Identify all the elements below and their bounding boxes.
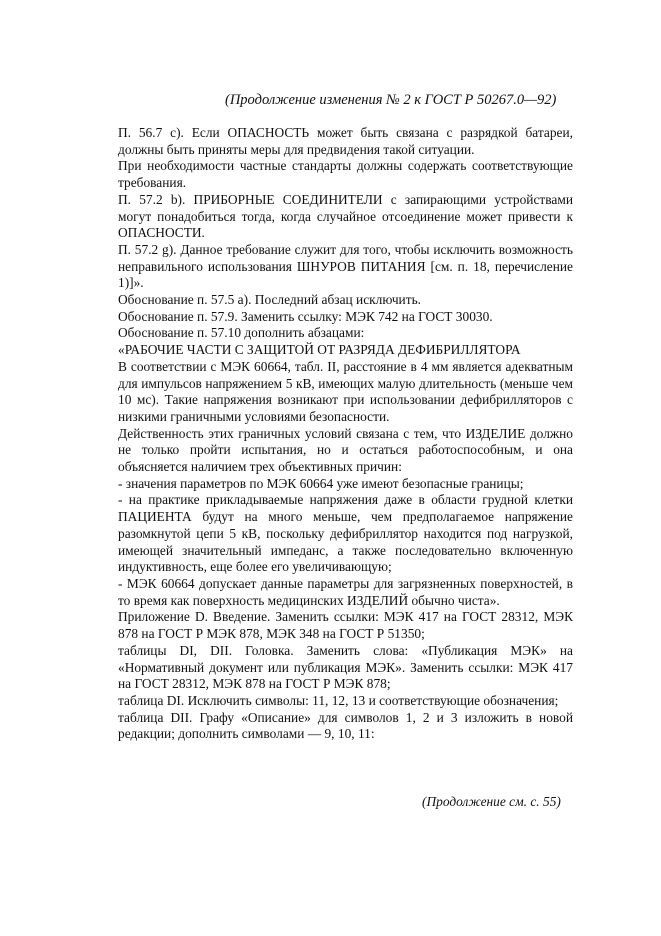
- running-header: (Продолжение изменения № 2 к ГОСТ Р 50267.0—92): [225, 92, 557, 108]
- paragraph: Действенность этих граничных условий связана с тем, что ИЗДЕЛИЕ должно не только пройти испытания, но и остаться работоспособным, и она объясняется наличием трех объективных причин:: [118, 425, 573, 475]
- paragraph: При необходимости частные стандарты должны содержать соответствующие требования.: [118, 158, 573, 191]
- paragraph: таблица DII. Графу «Описание» для символов 1, 2 и 3 изложить в новой редакции; дополнить символами — 9, 10, 11:: [118, 709, 573, 742]
- paragraph: Обоснование п. 57.10 дополнить абзацами:: [118, 325, 365, 341]
- list-item: - МЭК 60664 допускает данные параметры для загрязненных поверхностей, в то время как поверхность медицинских ИЗДЕЛИЙ обычно чиста».: [118, 575, 573, 608]
- paragraph: таблица DI. Исключить символы: 11, 12, 13 и соответствующие обозначения;: [118, 692, 559, 708]
- paragraph: Обоснование п. 57.5 а). Последний абзац исключить.: [118, 292, 422, 308]
- paragraph: таблицы DI, DII. Головка. Заменить слова: «Публикация МЭК» на «Нормативный документ или публикация МЭК». Заменить ссылки: МЭК 417 на ГОСТ 28312, МЭК 878 на ГОСТ Р МЭК 878;: [118, 642, 573, 692]
- paragraph: Приложение D. Введение. Заменить ссылки: МЭК 417 на ГОСТ 28312, МЭК 878 на ГОСТ Р МЭК 878, МЭК 348 на ГОСТ Р 51350;: [118, 609, 573, 642]
- paragraph: В соответствии с МЭК 60664, табл. II, расстояние в 4 мм является адекватным для импульсов напряжением 5 кВ, имеющих малую длительность (меньше чем 10 мс). Такие напряжения возникают при использовании дефибрилляторов с низкими граничными условиями безопасности.: [118, 358, 573, 424]
- paragraph: П. 57.2 g). Данное требование служит для того, чтобы исключить возможность неправильного использования ШНУРОВ ПИТАНИЯ [см. п. 18, перечисление 1)]».: [118, 241, 573, 291]
- section-heading: «РАБОЧИЕ ЧАСТИ С ЗАЩИТОЙ ОТ РАЗРЯДА ДЕФИБРИЛЛЯТОРА: [118, 342, 521, 358]
- paragraph: Обоснование п. 57.9. Заменить ссылку: МЭК 742 на ГОСТ 30030.: [118, 308, 493, 324]
- paragraph: П. 56.7 с). Если ОПАСНОСТЬ может быть связана с разрядкой батареи, должны быть приняты меры для предвидения такой ситуации.: [118, 125, 573, 157]
- continuation-note: (Продолжение см. с. 55): [422, 794, 561, 809]
- paragraph: П. 57.2 b). ПРИБОРНЫЕ СОЕДИНИТЕЛИ с запирающими устройствами могут понадобиться тогда, когда случайное отсоединение может привести к ОПАСНОСТИ.: [118, 191, 573, 241]
- document-body: [118, 125, 573, 743]
- list-item: - на практике прикладываемые напряжения даже в области грудной клетки ПАЦИЕНТА будут на много меньше, чем предполагаемое напряжение разомкнутой цепи 5 кВ, поскольку дефибриллятор находится под нагрузкой, имеющей значительный импеданс, а также последовательно включенную индуктивность, еще более его увеличивающую;: [118, 492, 573, 575]
- list-item: - значения параметров по МЭК 60664 уже имеют безопасные границы;: [118, 475, 524, 491]
